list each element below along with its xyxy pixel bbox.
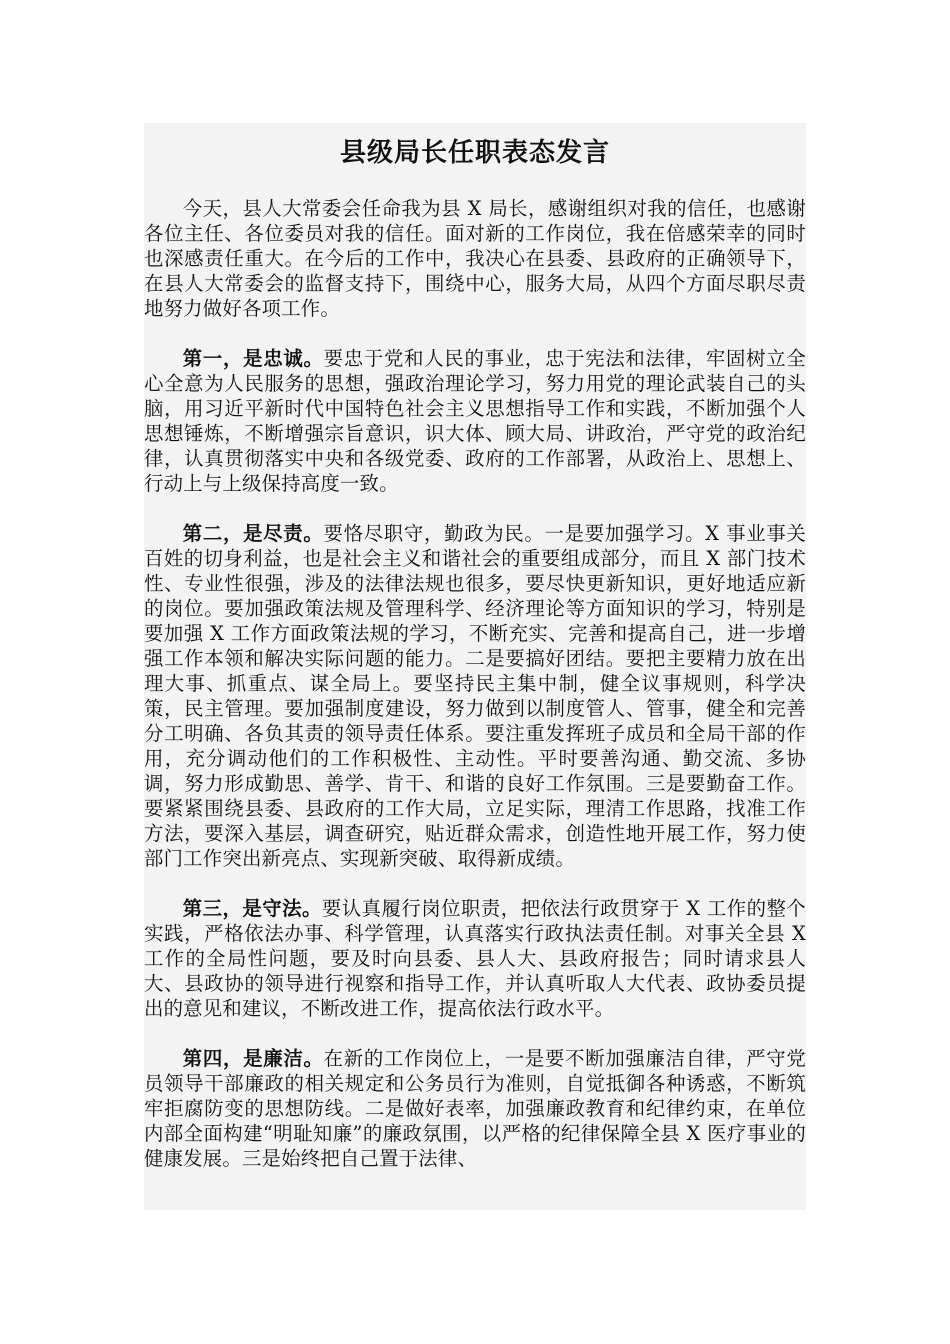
paragraph-heading: 第一，是忠诚。 [182,347,324,370]
paragraph-intro [144,196,806,321]
document-body [144,196,806,1171]
paragraph-heading: 第二，是尽责。 [182,522,324,545]
paragraph-integrity [144,1046,806,1171]
document-page [144,123,806,1210]
paragraph-law [144,896,806,1021]
paragraph-heading: 第三，是守法。 [182,897,322,920]
paragraph-loyalty [144,346,806,496]
paragraph-text: 要恪尽职守，勤政为民。一是要加强学习。X 事业事关百姓的切身利益，也是社会主义和谐社会的重要组成部分，而且 X 部门技术性、专业性很强，涉及的法律法规也很多，要尽快更新知识，更好地适应新的岗位。要加强政策法规及管理科学、经济理论等方面知识的学习，特别是要加强 X 工作方面政策法规的学习，不断充实、完善和提高自己，进一步增强工作本领和解决实际问题的能力。二是要搞好团结。要把主要精力放在出理大事、抓重点、谋全局上。要坚持民主集中制，健全议事规则，科学决策，民主管理。要加强制度建设，努力做到以制度管人、管事，健全和完善分工明确、各负其责的领导责任体系。要注重发挥班子成员和全局干部的作用，充分调动他们的工作积极性、主动性。平时要善沟通、勤交流、多协调，努力形成勤思、善学、肯干、和谐的良好工作氛围。三是要勤奋工作。要紧紧围绕县委、县政府的工作大局，立足实际，理清工作思路，找准工作方法，要深入基层，调查研究，贴近群众需求，创造性地开展工作，努力使部门工作突出新亮点、实现新突破、取得新成绩。 [144,522,806,870]
paragraph-text: 在新的工作岗位上，一是要不断加强廉洁自律，严守党员领导干部廉政的相关规定和公务员行为准则，自觉抵御各种诱惑，不断筑牢拒腐防变的思想防线。二是做好表率，加强廉政教育和纪律约束，在单位内部全面构建“明耻知廉”的廉政氛围，以严格的纪律保障全县 X 医疗事业的健康发展。三是始终把自己置于法律、 [144,1047,806,1170]
paragraph-responsibility [144,521,806,871]
document-title: 县级局长任职表态发言 [339,138,610,168]
paragraph-text: 要忠于党和人民的事业，忠于宪法和法律，牢固树立全心全意为人民服务的思想，强政治理论学习，努力用党的理论武装自己的头脑，用习近平新时代中国特色社会主义思想指导工作和实践，不断加强个人思想锤炼，不断增强宗旨意识，识大体、顾大局、讲政治，严守党的政治纪律，认真贯彻落实中央和各级党委、政府的工作部署，从政治上、思想上、行动上与上级保持高度一致。 [144,347,806,495]
paragraph-text: 今天，县人大常委会任命我为县 X 局长，感谢组织对我的信任，也感谢各位主任、各位委员对我的信任。面对新的工作岗位，我在倍感荣幸的同时也深感责任重大。在今后的工作中，我决心在县委、县政府的正确领导下，在县人大常委会的监督支持下，围绕中心，服务大局，从四个方面尽职尽责地努力做好各项工作。 [144,197,806,320]
paragraph-heading: 第四，是廉洁。 [182,1047,324,1070]
paragraph-text: 要认真履行岗位职责，把依法行政贯穿于 X 工作的整个实践，严格依法办事、科学管理，认真落实行政执法责任制。对事关全县 X 工作的全局性问题，要及时向县委、县人大、县政府报告；同时请求县人大、县政协的领导进行视察和指导工作，并认真听取人大代表、政协委员提出的意见和建议，不断改进工作，提高依法行政水平。 [144,897,806,1020]
